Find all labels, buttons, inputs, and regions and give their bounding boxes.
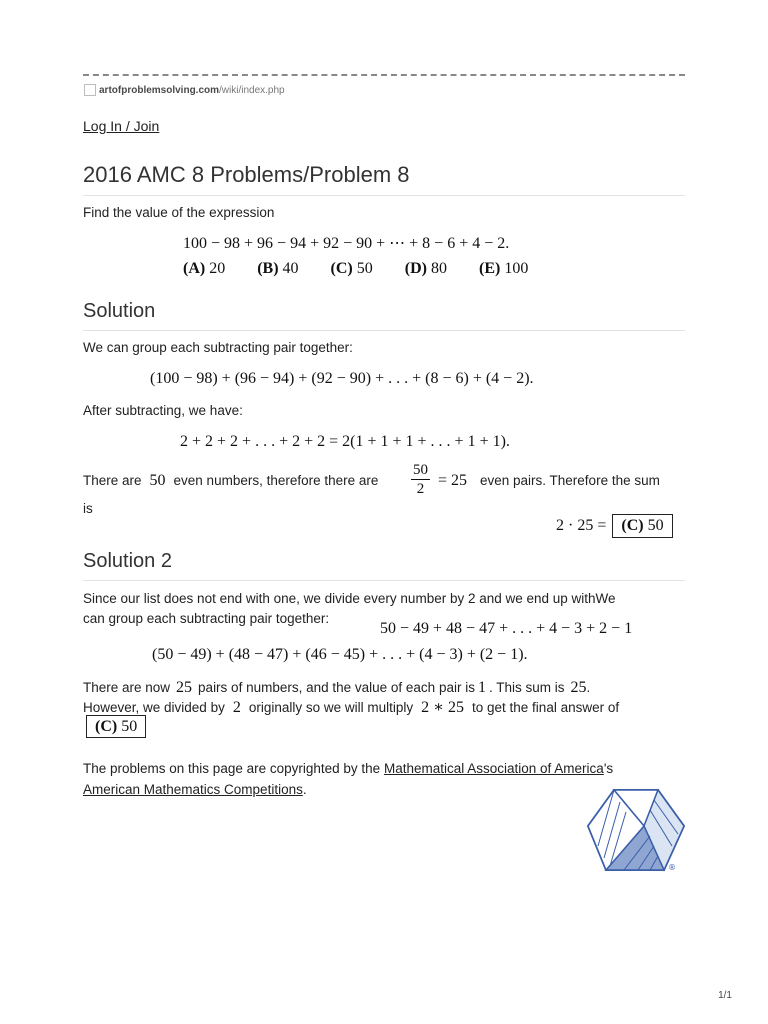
math-2-times-25: 2 ∗ 25	[421, 699, 465, 716]
boxed-answer-2: (C) 50	[86, 715, 146, 738]
page-number: 1/1	[718, 990, 732, 1001]
choice-e: (E) 100	[478, 260, 529, 277]
maa-link[interactable]: Mathematical Association of America	[383, 761, 604, 776]
solution-text-3d: is	[83, 501, 93, 516]
math-2: 2	[232, 699, 241, 716]
favicon-icon	[84, 84, 96, 96]
fraction-50-over-2: $\frac{50}{2}$	[413, 462, 428, 497]
fraction-result: = 25	[438, 472, 468, 489]
page-url	[84, 83, 285, 97]
solution-equation-2: 2 + 2 + 2 + . . . + 2 + 2 = 2(1 + 1 + 1 + . . . + 1 + 1).	[180, 433, 510, 450]
problem-prompt: Find the value of the expression	[83, 205, 275, 220]
print-header-divider	[83, 74, 685, 76]
solution-text-1: We can group each subtracting pair together:	[83, 340, 353, 355]
solution-2-text-2: There are now 25 pairs of numbers, and the value of each pair is 1 . This sum is 25 .	[83, 679, 591, 696]
solution-2-equation-1: (50 − 49) + (48 − 47) + (46 − 45) + . . . + (4 − 3) + (2 − 1).	[152, 646, 528, 663]
solution-2-answer	[86, 718, 146, 736]
solution-2-divider	[83, 580, 685, 581]
copyright-notice: The problems on this page are copyrighted by the Mathematical Association of America's American Mathematics Competitions.	[83, 761, 614, 797]
choice-c: (C) 50	[330, 260, 373, 277]
choice-a: (A) 20	[183, 260, 226, 277]
solution-2-text-3: However, we divided by 2 originally so we will multiply 2 ∗ 25 to get the final answer of	[83, 699, 620, 716]
solution-answer: 2 · 25 = (C) 50	[556, 514, 673, 538]
registered-mark: ®	[668, 863, 676, 872]
page-title: 2016 AMC 8 Problems/Problem 8	[83, 162, 410, 187]
login-link[interactable]: Log In / Join	[83, 118, 160, 134]
math-25: 25	[176, 679, 193, 696]
solution-2-text-1b: can group each subtracting pair together:	[83, 611, 330, 626]
solution-2-heading: Solution 2	[83, 550, 172, 572]
amc-link[interactable]: American Mathematics Competitions	[83, 782, 303, 797]
solution-equation-1: (100 − 98) + (96 − 94) + (92 − 90) + . . . + (8 − 6) + (4 − 2).	[150, 370, 534, 387]
answer-choices	[183, 260, 528, 278]
solution-text-3: There are 50 even numbers, therefore there are	[83, 472, 379, 489]
solution-2-text-1: Since our list does not end with one, we divide every number by 2 and we end up withWe	[83, 591, 616, 606]
choice-d: (D) 80	[404, 260, 447, 277]
title-divider	[83, 195, 685, 196]
solution-text-2: After subtracting, we have:	[83, 403, 243, 418]
math-50: 50	[149, 472, 166, 489]
solution-text-3c: even pairs. Therefore the sum	[480, 473, 660, 488]
choice-b: (B) 40	[257, 260, 299, 277]
url-domain: artofproblemsolving.com	[99, 84, 220, 96]
math-1: 1	[477, 679, 486, 696]
problem-expression: 100 − 98 + 96 − 94 + 92 − 90 + ⋯ + 8 − 6 + 4 − 2.	[183, 235, 510, 252]
solution-heading: Solution	[83, 300, 156, 322]
solution-2-inline-expression: 50 − 49 + 48 − 47 + . . . + 4 − 3 + 2 − 1	[380, 620, 633, 637]
maa-logo-icon	[584, 786, 688, 874]
boxed-answer: (C) 50	[612, 514, 672, 538]
math-25-sum: 25	[570, 679, 587, 696]
solution-divider	[83, 330, 685, 331]
url-path: /wiki/index.php	[219, 84, 285, 96]
